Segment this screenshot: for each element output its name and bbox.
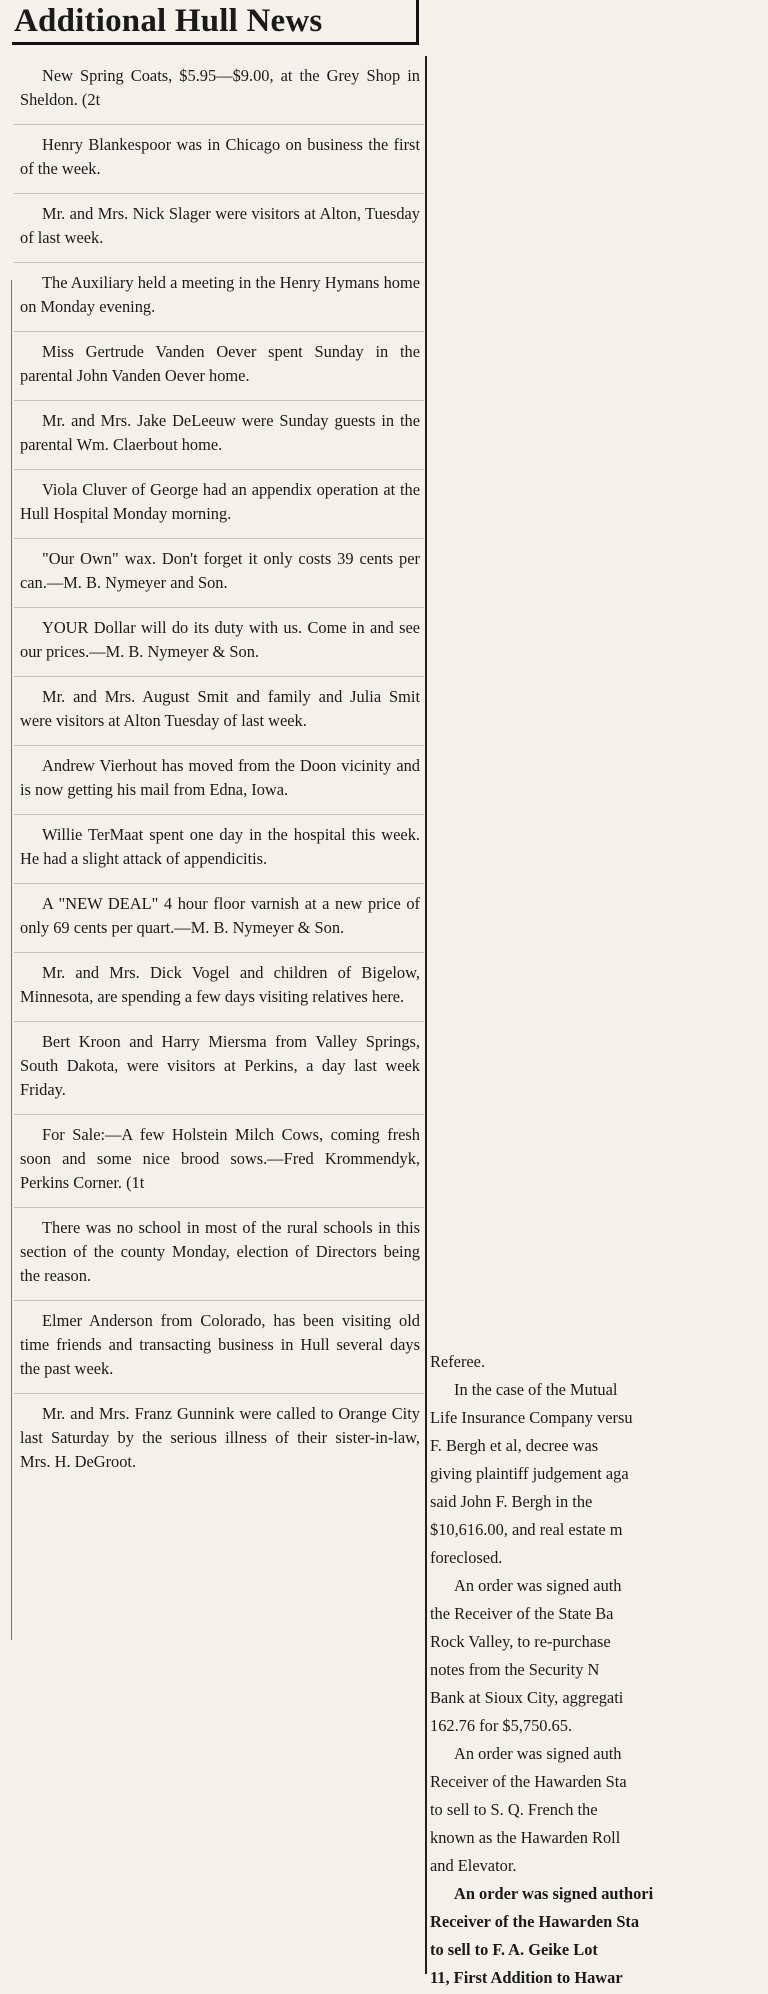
legal-line: and Elevator.	[430, 1856, 517, 1875]
news-item: YOUR Dollar will do its duty with us. Come in and see our prices.—M. B. Nymeyer & Son.	[14, 607, 424, 664]
column-rule	[425, 56, 427, 1974]
news-item: Willie TerMaat spent one day in the hospital this week. He had a slight attack of appendicitis.	[14, 814, 424, 871]
legal-line: notes from the Security N	[430, 1660, 600, 1679]
legal-line: Rock Valley, to re-purchase	[430, 1632, 611, 1651]
legal-line: said John F. Bergh in the	[430, 1492, 593, 1511]
legal-line: An order was signed auth	[454, 1576, 622, 1595]
news-item: The Auxiliary held a meeting in the Henry Hymans home on Monday evening.	[14, 262, 424, 319]
legal-line: known as the Hawarden Roll	[430, 1828, 621, 1847]
legal-line: An order was signed authori	[454, 1884, 654, 1903]
news-item: Miss Gertrude Vanden Oever spent Sunday in the parental John Vanden Oever home.	[14, 331, 424, 388]
news-item: For Sale:—A few Holstein Milch Cows, coming fresh soon and some nice brood sows.—Fred Krommendyk, Perkins Corner. (1t	[14, 1114, 424, 1195]
news-item: Mr. and Mrs. Dick Vogel and children of Bigelow, Minnesota, are spending a few days visiting relatives here.	[14, 952, 424, 1009]
news-column-main	[14, 64, 424, 1486]
legal-line: the Receiver of the State Ba	[430, 1604, 614, 1623]
legal-line: An order was signed auth	[454, 1744, 622, 1763]
news-item: New Spring Coats, $5.95—$9.00, at the Grey Shop in Sheldon. (2t	[20, 66, 420, 109]
news-item: Mr. and Mrs. August Smit and family and Julia Smit were visitors at Alton Tuesday of last week.	[14, 676, 424, 733]
legal-line: F. Bergh et al, decree was	[430, 1436, 599, 1455]
legal-line: In the case of the Mutual	[454, 1380, 618, 1399]
legal-line: 162.76 for $5,750.65.	[430, 1716, 573, 1735]
legal-line: $10,616.00, and real estate m	[430, 1520, 623, 1539]
news-item: Viola Cluver of George had an appendix operation at the Hull Hospital Monday morning.	[14, 469, 424, 526]
legal-line: giving plaintiff judgement aga	[430, 1464, 629, 1483]
news-item: Henry Blankespoor was in Chicago on business the first of the week.	[14, 124, 424, 181]
headline: Additional Hull News	[14, 3, 323, 39]
news-item: Andrew Vierhout has moved from the Doon vicinity and is now getting his mail from Edna, Iowa.	[14, 745, 424, 802]
legal-line: to sell to F. A. Geike Lot	[430, 1940, 598, 1959]
news-item: "Our Own" wax. Don't forget it only costs 39 cents per can.—M. B. Nymeyer and Son.	[14, 538, 424, 595]
news-item: A "NEW DEAL" 4 hour floor varnish at a new price of only 69 cents per quart.—M. B. Nymeyer & Son.	[14, 883, 424, 940]
headline-box	[12, 0, 419, 45]
news-item: Bert Kroon and Harry Miersma from Valley Springs, South Dakota, were visitors at Perkins, a day last week Friday.	[14, 1021, 424, 1102]
legal-line: to sell to S. Q. French the	[430, 1800, 598, 1819]
legal-line: Bank at Sioux City, aggregati	[430, 1688, 624, 1707]
legal-line: Referee.	[430, 1352, 486, 1371]
news-item: There was no school in most of the rural schools in this section of the county Monday, election of Directors being the reason.	[14, 1207, 424, 1288]
legal-line: Receiver of the Hawarden Sta	[430, 1912, 640, 1931]
news-item: Mr. and Mrs. Nick Slager were visitors at Alton, Tuesday of last week.	[14, 193, 424, 250]
news-column-legal	[430, 1350, 768, 1994]
legal-line: Receiver of the Hawarden Sta	[430, 1772, 627, 1791]
left-column-rule	[11, 280, 12, 1640]
news-item: Mr. and Mrs. Jake DeLeeuw were Sunday guests in the parental Wm. Claerbout home.	[14, 400, 424, 457]
legal-line: 11, First Addition to Hawar	[430, 1968, 623, 1987]
news-item: Mr. and Mrs. Franz Gunnink were called to Orange City last Saturday by the serious illness of their sister-in-law, Mrs. H. DeGroot.	[14, 1393, 424, 1474]
news-item: Elmer Anderson from Colorado, has been visiting old time friends and transacting business in Hull several days the past week.	[14, 1300, 424, 1381]
legal-line: Life Insurance Company versu	[430, 1408, 633, 1427]
legal-line: foreclosed.	[430, 1548, 503, 1567]
